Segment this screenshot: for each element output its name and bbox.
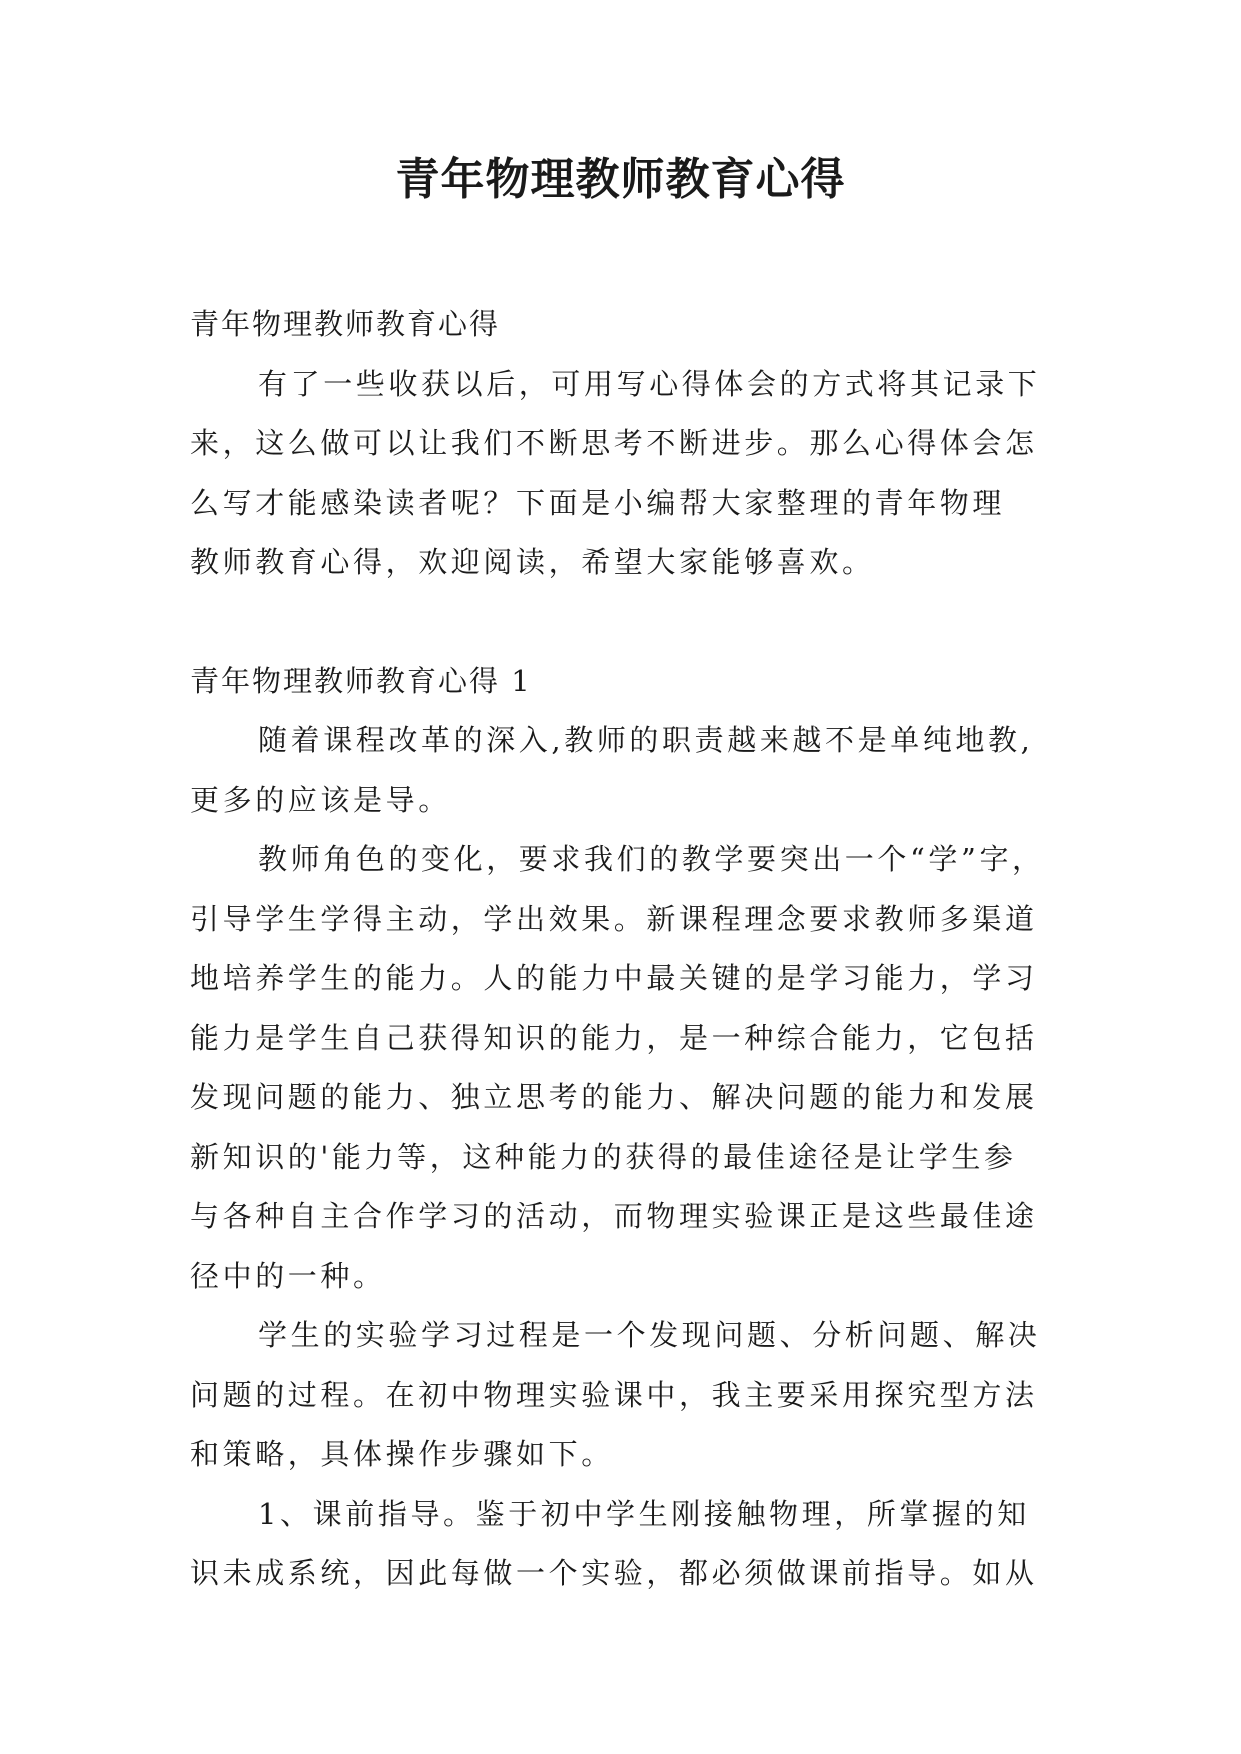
- paragraph-line: 来，这么做可以让我们不断思考不断进步。那么心得体会怎: [190, 426, 1038, 460]
- paragraph-line: 和策略，具体操作步骤如下。: [190, 1437, 614, 1471]
- paragraph-line: 识未成系统，因此每做一个实验，都必须做课前指导。如从: [190, 1556, 1038, 1590]
- paragraph-line: 教师角色的变化，要求我们的教学要突出一个“学”字，: [258, 842, 1045, 876]
- intro-heading: 青年物理教师教育心得: [190, 307, 501, 341]
- paragraph-line: 么写才能感染读者呢？下面是小编帮大家整理的青年物理: [190, 485, 1006, 520]
- paragraph-line: 学生的实验学习过程是一个发现问题、分析问题、解决: [258, 1318, 1041, 1352]
- paragraph-2: [190, 830, 1052, 1306]
- section-heading: 青年物理教师教育心得 1: [190, 663, 532, 698]
- paragraph-line: 发现问题的能力、独立思考的能力、解决问题的能力和发展: [190, 1080, 1038, 1114]
- intro-paragraph: [190, 355, 1052, 593]
- paragraph-3: [190, 1306, 1052, 1485]
- paragraph-line: 有了一些收获以后，可用写心得体会的方式将其记录下: [258, 366, 1041, 401]
- paragraph-line: 与各种自主合作学习的活动，而物理实验课正是这些最佳途: [190, 1199, 1038, 1233]
- paragraph-1: [190, 711, 1052, 830]
- paragraph-line: 更多的应该是导。: [190, 782, 451, 817]
- paragraph-line: 教师教育心得，欢迎阅读，希望大家能够喜欢。: [190, 545, 875, 579]
- paragraph-line: 新知识的'能力等，这种能力的获得的最佳途径是让学生参: [190, 1139, 1017, 1174]
- paragraph-line: 1、课前指导。鉴于初中学生刚接触物理，所掌握的知: [258, 1496, 1030, 1531]
- paragraph-line: 引导学生学得主动，学出效果。新课程理念要求教师多渠道: [190, 901, 1038, 936]
- paragraph-line: 径中的一种。: [190, 1258, 386, 1293]
- document-title: 青年物理教师教育心得: [395, 154, 846, 205]
- paragraph-line: 问题的过程。在初中物理实验课中，我主要采用探究型方法: [190, 1377, 1038, 1412]
- section-spacer: [190, 593, 1052, 652]
- paragraph-line: 地培养学生的能力。人的能力中最关键的是学习能力，学习: [190, 961, 1038, 995]
- paragraph-line: 随着课程改革的深入,教师的职责越来越不是单纯地教,: [258, 723, 1034, 757]
- paragraph-line: 能力是学生自己获得知识的能力，是一种综合能力，它包括: [190, 1020, 1038, 1055]
- document-body: [190, 295, 1052, 1604]
- paragraph-4: [190, 1485, 1052, 1604]
